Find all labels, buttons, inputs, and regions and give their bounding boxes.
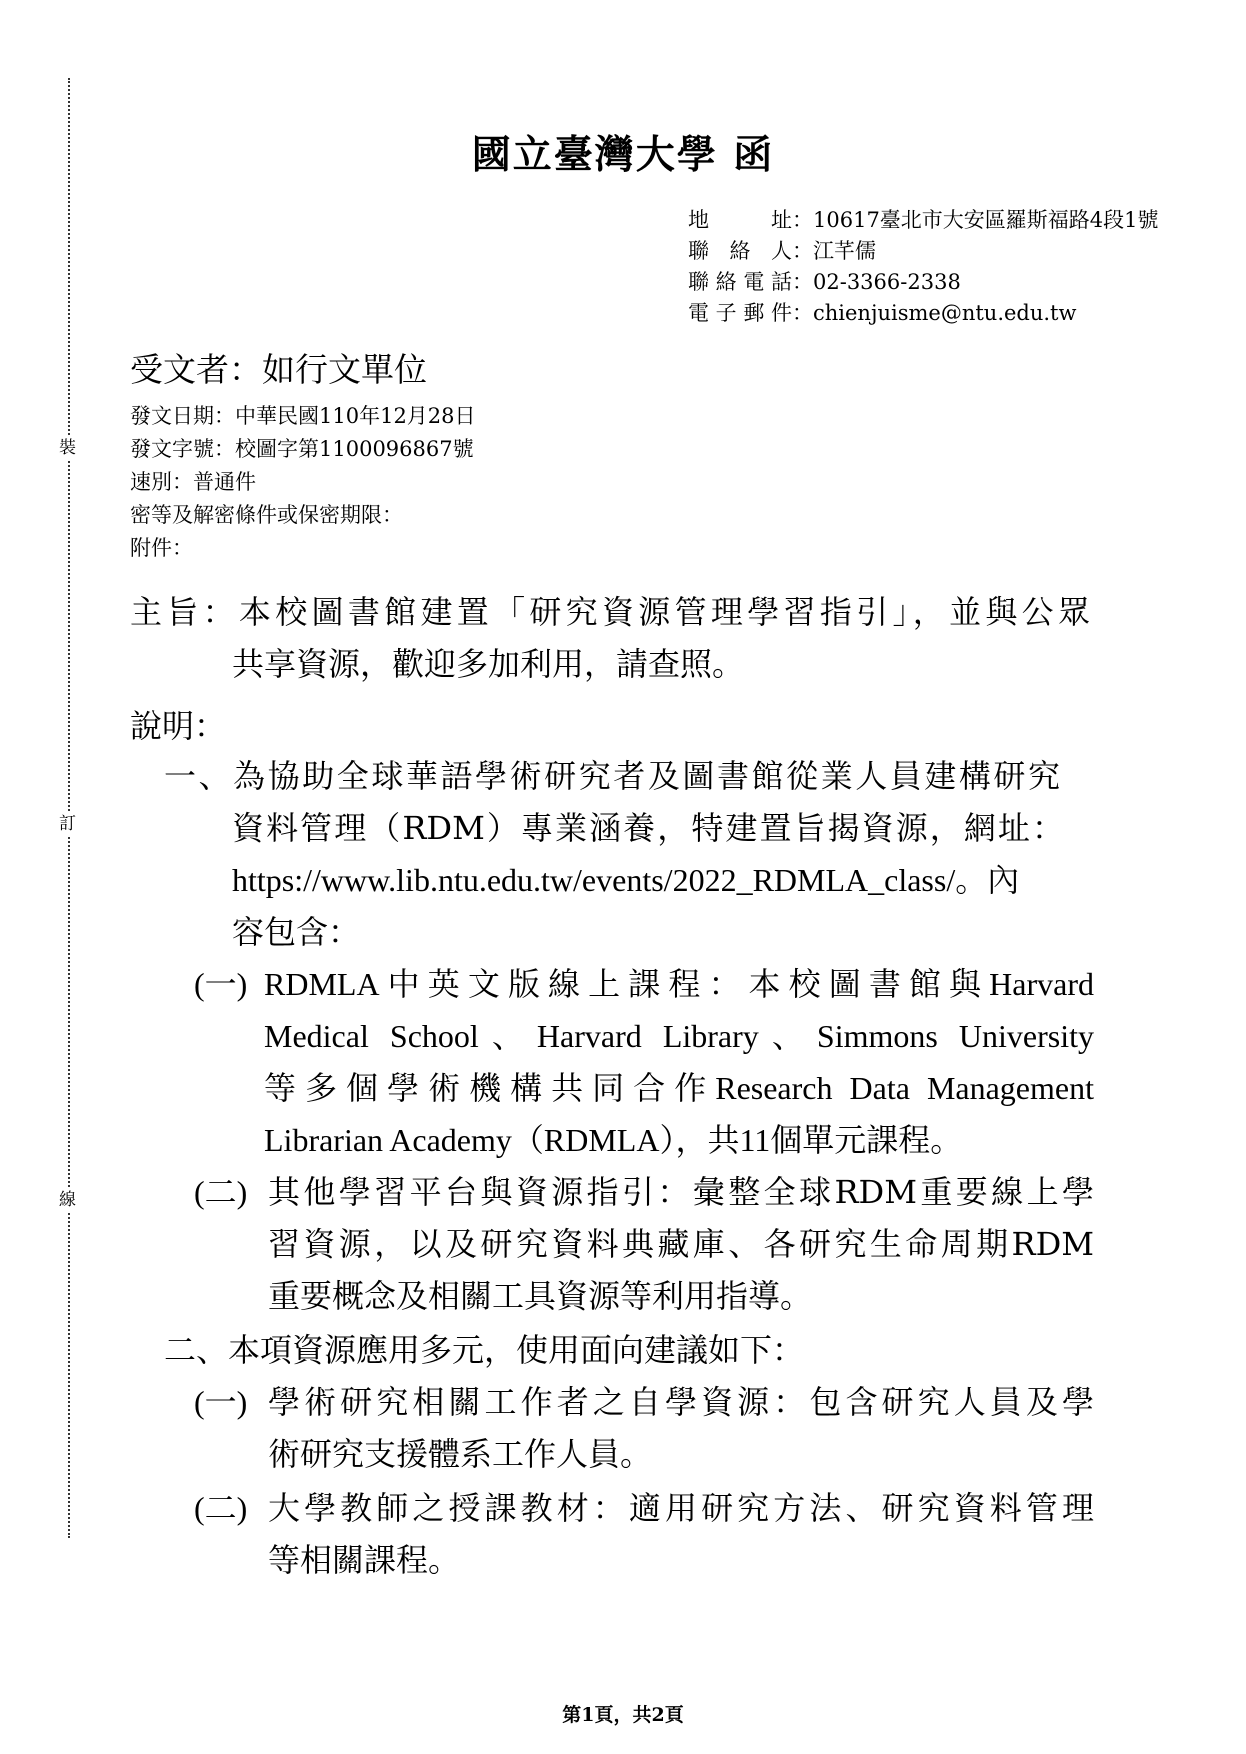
contact-address-label: 地 址	[688, 208, 792, 232]
page-number: 第1頁，共2頁	[562, 1704, 684, 1726]
document-number: 發文字號：校圖字第1100096867號	[130, 437, 474, 461]
item2-sub1-line-2: 術研究支援體系工作人員。	[268, 1435, 653, 1473]
item1-sub1-line-2: Medical School、Harvard Library、Simmons University	[264, 1018, 1094, 1054]
item1-line-1: 一、為協助全球華語學術研究者及圖書館從業人員建構研究	[164, 757, 1060, 795]
attachments: 附件：	[130, 536, 193, 560]
document-title: 國立臺灣大學 函	[471, 132, 775, 178]
contact-person: 聯絡人：江芊儒	[688, 236, 876, 267]
contact-address: 地 址：10617臺北市大安區羅斯福路4段1號	[688, 205, 1159, 236]
contact-address-value: 10617臺北市大安區羅斯福路4段1號	[813, 208, 1159, 232]
item2-sub2-line-2: 等相關課程。	[268, 1541, 461, 1579]
issue-date: 發文日期：中華民國110年12月28日	[130, 404, 476, 428]
speed-class: 速別：普通件	[130, 470, 256, 494]
item1-sub2-marker: (二)	[194, 1174, 248, 1210]
contact-phone-label: 聯絡電話	[688, 270, 792, 294]
explanation-heading: 說明：	[130, 707, 227, 745]
binding-mark-xian: 線	[59, 1190, 76, 1210]
contact-person-label: 聯絡人	[688, 239, 792, 263]
item2-sub1-marker: (一)	[194, 1384, 248, 1420]
subject-line-1: 主旨：本校圖書館建置「研究資源管理學習指引」，並與公眾	[130, 593, 1090, 631]
item1-url: https://www.lib.ntu.edu.tw/events/2022_RDMLA_class/。內	[232, 862, 1020, 898]
item1-line-4: 容包含：	[232, 913, 361, 951]
binding-mark-ding: 訂	[59, 814, 76, 834]
item1-sub2-line-2: 習資源，以及研究資料典藏庫、各研究生命周期RDM	[268, 1225, 1094, 1263]
item2-sub2-marker: (二)	[194, 1490, 248, 1526]
binding-mark-zhuang: 裝	[59, 438, 76, 458]
item1-sub1-line-3: 等多個學術機構共同合作Research Data Management	[264, 1070, 1094, 1106]
item2-sub2-line-1: 大學教師之授課教材：適用研究方法、研究資料管理	[268, 1489, 1094, 1527]
item2-line-1: 二、本項資源應用多元，使用面向建議如下：	[164, 1331, 805, 1369]
subject-line-2: 共享資源，歡迎多加利用，請查照。	[232, 645, 745, 683]
item1-sub1-line-4: Librarian Academy（RDMLA），共11個單元課程。	[264, 1122, 963, 1158]
item2-sub1-line-1: 學術研究相關工作者之自學資源：包含研究人員及學	[268, 1383, 1094, 1421]
security-class: 密等及解密條件或保密期限：	[130, 503, 403, 527]
contact-phone-value: 02-3366-2338	[813, 270, 961, 294]
item1-sub1-line-1: RDMLA中英文版線上課程：本校圖書館與Harvard	[264, 966, 1094, 1002]
item1-line-2: 資料管理（RDM）專業涵養，特建置旨揭資源，網址：	[232, 809, 1064, 847]
item1-sub2-line-3: 重要概念及相關工具資源等利用指導。	[268, 1277, 813, 1315]
recipient: 受文者：如行文單位	[130, 350, 427, 389]
item1-sub1-marker: (一)	[194, 966, 248, 1002]
contact-phone: 聯絡電話：02-3366-2338	[688, 267, 961, 298]
contact-email-value: chienjuisme@ntu.edu.tw	[813, 301, 1077, 325]
contact-person-value: 江芊儒	[813, 239, 876, 263]
item1-sub2-line-1: 其他學習平台與資源指引：彙整全球RDM重要線上學	[268, 1173, 1094, 1211]
contact-email: 電子郵件：chienjuisme@ntu.edu.tw	[688, 298, 1076, 329]
binding-dotted-line	[68, 78, 70, 1538]
contact-email-label: 電子郵件	[688, 301, 792, 325]
